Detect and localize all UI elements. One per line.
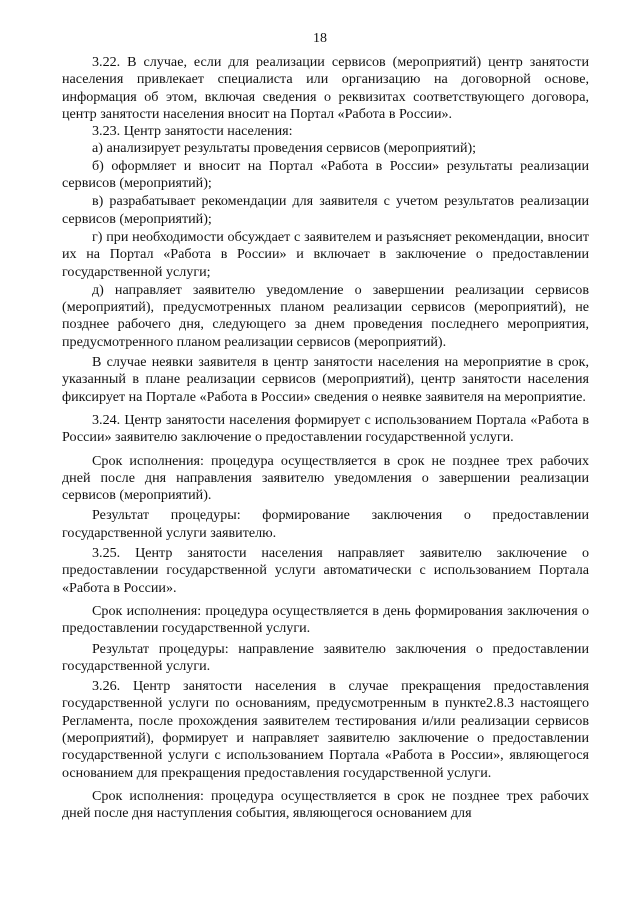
paragraph-3-25-deadline: Срок исполнения: процедура осуществляется в день формирования заключения о предоставлении государственной услуги. [62,602,589,637]
paragraph-3-24-result: Результат процедуры: формирование заключения о предоставлении государственной услуги заявителю. [62,507,589,541]
paragraph-3-25: 3.25. Центр занятости населения направляет заявителю заключение о предоставлении государственной услуги автоматически с использованием Портала «Работа в России». [62,545,589,596]
page-number: 18 [313,31,327,46]
paragraph-no-show: В случае неявки заявителя в центр занятости населения на мероприятие в срок, указанный в плане реализации сервисов (мероприятий), центр занятости населения фиксирует на Портале «Работа в России» сведения о неявке заявителя на мероприятие. [62,354,589,405]
paragraph-3-23-g: г) при необходимости обсуждает с заявителем и разъясняет рекомендации, вносит их на Портал «Работа в России» и включает в заключение о предоставлении государственной услуги; [62,228,589,280]
paragraph-3-23-a: а) анализирует результаты проведения сервисов (мероприятий); [92,140,477,157]
paragraph-3-26-deadline: Срок исполнения: процедура осуществляется в срок не позднее трех рабочих дней после дня наступления события, являющегося основанием для [62,787,589,822]
paragraph-3-26: 3.26. Центр занятости населения в случае прекращения предоставления государственной услуги по основаниям, предусмотренным в пункте2.8.3 настоящего Регламента, после прохождения заявителем тестирования и/или реализации сервисов (мероприятий), формирует и направляет заявителю заключение о предоставлении государственной услуги с использованием Портала «Работа в России», являющегося основанием для прекращения предоставления государственной услуги. [62,678,589,781]
document-body [62,54,589,822]
paragraph-3-23-v: в) разрабатывает рекомендации для заявителя с учетом результатов реализации сервисов (мероприятий); [62,193,589,227]
paragraph-3-23-b: б) оформляет и вносит на Портал «Работа в России» результаты реализации сервисов (мероприятий); [62,157,589,192]
paragraph-3-23-heading: 3.23. Центр занятости населения: [92,123,293,140]
paragraph-3-24-deadline: Срок исполнения: процедура осуществляется в срок не позднее трех рабочих дней после дня направления заявителю уведомления о завершении реализации сервисов (мероприятий). [62,452,589,504]
paragraph-3-25-result: Результат процедуры: направление заявителю заключения о предоставлении государственной услуги. [62,640,589,674]
paragraph-3-22: 3.22. В случае, если для реализации сервисов (мероприятий) центр занятости населения привлекает специалиста или организацию на договорной основе, информация об этом, включая сведения о реквизитах соответствующего договора, центр занятости населения вносит на Портал «Работа в России». [62,54,589,122]
paragraph-3-24: 3.24. Центр занятости населения формирует с использованием Портала «Работа в России» заявителю заключение о предоставлении государственной услуги. [62,411,589,446]
paragraph-3-23-d: д) направляет заявителю уведомление о завершении реализации сервисов (мероприятий), предусмотренных планом реализации сервисов (мероприятий), не позднее рабочего дня, следующего за днем проведения последнего мероприятия, предусмотренного планом реализации сервисов (мероприятий). [62,281,589,350]
